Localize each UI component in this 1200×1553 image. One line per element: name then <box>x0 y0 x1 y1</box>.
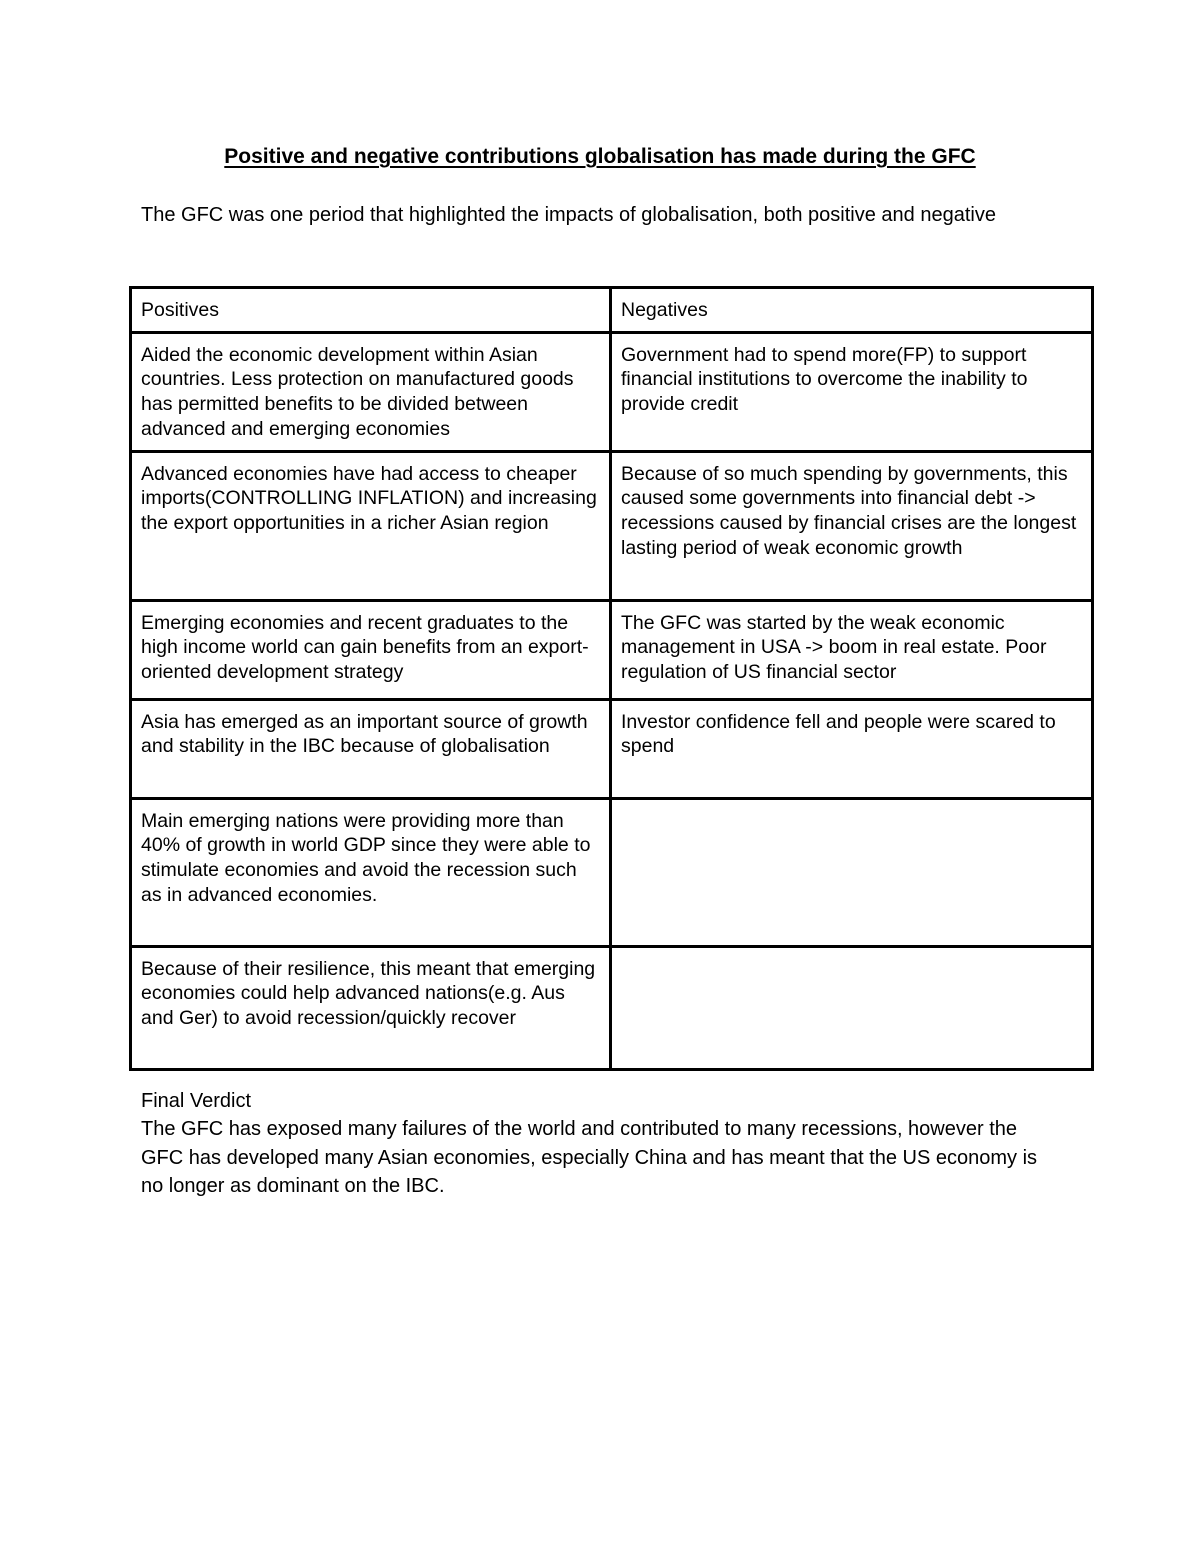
positive-cell: Because of their resilience, this meant that emerging economies could help advanced nations(e.g. Aus and Ger) to avoid recession/quickly recover <box>131 946 611 1069</box>
pros-cons-table <box>129 286 1094 1071</box>
header-cell-negatives: Negatives <box>611 288 1093 333</box>
negative-cell <box>611 798 1093 946</box>
table-row <box>131 600 1093 699</box>
negative-cell: Government had to spend more(FP) to support financial institutions to overcome the inability to provide credit <box>611 332 1093 451</box>
positive-cell: Main emerging nations were providing more than 40% of growth in world GDP since they were able to stimulate economies and avoid the recession such as in advanced economies. <box>131 798 611 946</box>
positive-cell: Emerging economies and recent graduates to the high income world can gain benefits from an export-oriented development strategy <box>131 600 611 699</box>
negative-cell: Because of so much spending by governments, this caused some governments into financial debt -> recessions caused by financial crises are the longest lasting period of weak economic growth <box>611 451 1093 600</box>
table-row <box>131 946 1093 1069</box>
positive-cell: Advanced economies have had access to cheaper imports(CONTROLLING INFLATION) and increasing the export opportunities in a richer Asian region <box>131 451 611 600</box>
intro-paragraph: The GFC was one period that highlighted the impacts of globalisation, both positive and negative <box>141 204 996 226</box>
negative-cell: The GFC was started by the weak economic management in USA -> boom in real estate. Poor regulation of US financial sector <box>611 600 1093 699</box>
document-title: Positive and negative contributions globalisation has made during the GFC <box>224 145 976 168</box>
verdict-heading: Final Verdict <box>141 1090 252 1112</box>
header-cell-positives: Positives <box>131 288 611 333</box>
negative-cell: Investor confidence fell and people were scared to spend <box>611 699 1093 798</box>
positive-cell: Aided the economic development within Asian countries. Less protection on manufactured goods has permitted benefits to be divided between advanced and emerging economies <box>131 332 611 451</box>
table-row <box>131 699 1093 798</box>
negative-cell <box>611 946 1093 1069</box>
final-verdict <box>141 1087 1061 1201</box>
table-header-row <box>131 288 1093 333</box>
positive-cell: Asia has emerged as an important source of growth and stability in the IBC because of globalisation <box>131 699 611 798</box>
table-row <box>131 798 1093 946</box>
table-row <box>131 332 1093 451</box>
table-row <box>131 451 1093 600</box>
verdict-body: The GFC has exposed many failures of the world and contributed to many recessions, however the GFC has developed many Asian economies, especially China and has meant that the US economy is no longer as dominant on the IBC. <box>141 1118 1038 1198</box>
